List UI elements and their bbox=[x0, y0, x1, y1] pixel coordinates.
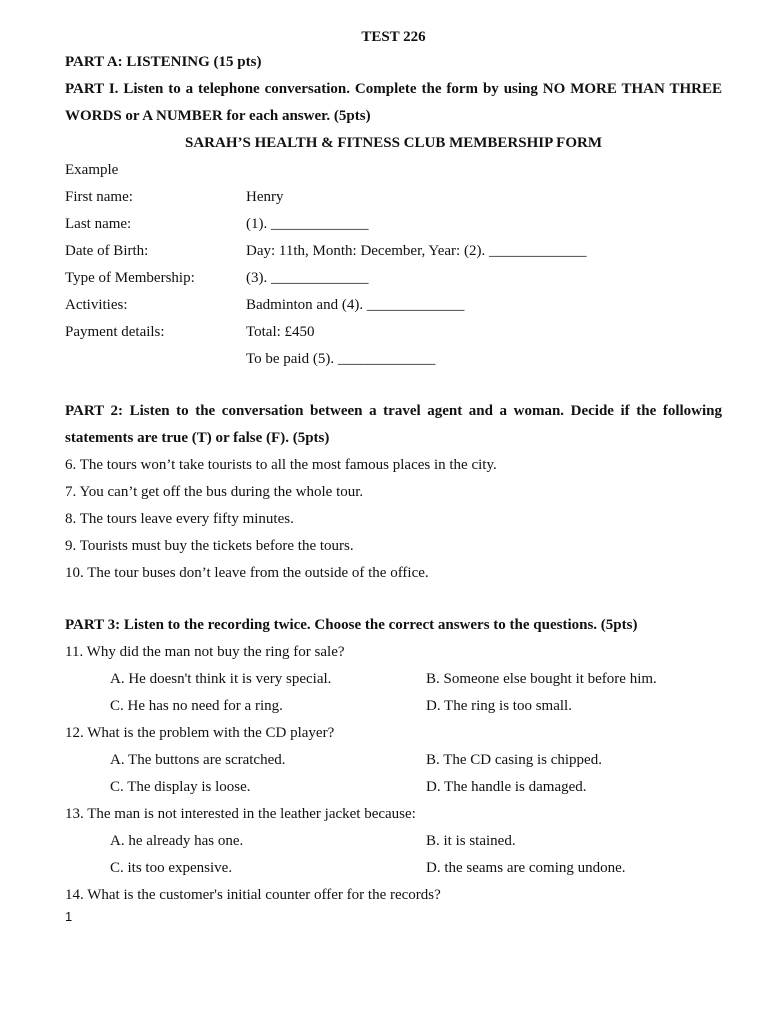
form-row-first-name bbox=[65, 184, 722, 211]
option-c: C. He has no need for a ring. bbox=[110, 698, 283, 714]
form-label bbox=[65, 346, 246, 373]
form-title: SARAH’S HEALTH & FITNESS CLUB MEMBERSHIP FORM bbox=[184, 135, 602, 151]
option-row bbox=[65, 855, 722, 882]
form-value: Badminton and (4). _____________ bbox=[246, 297, 465, 313]
part3-instruction: PART 3: Listen to the recording twice. Choose the correct answers to the questions. (5pts) bbox=[65, 617, 638, 633]
option-c: C. The display is loose. bbox=[110, 779, 251, 795]
form-label: First name: bbox=[65, 189, 133, 205]
test-title: TEST 226 bbox=[361, 29, 426, 45]
form-row-activities bbox=[65, 292, 722, 319]
part1-instruction-line2: WORDS or A NUMBER for each answer. (5pts) bbox=[65, 108, 371, 124]
form-value: Henry bbox=[246, 189, 284, 205]
form-label: Type of Membership: bbox=[65, 270, 195, 286]
form-value: Day: 11th, Month: December, Year: (2). _____________ bbox=[246, 243, 587, 259]
form-row-payment-details bbox=[65, 319, 722, 346]
option-a: A. He doesn't think it is very special. bbox=[110, 671, 332, 687]
question-13: 13. The man is not interested in the leather jacket because: bbox=[65, 806, 416, 822]
option-a: A. he already has one. bbox=[110, 833, 244, 849]
option-b: B. it is stained. bbox=[426, 833, 516, 849]
page-number: 1 bbox=[65, 909, 73, 924]
option-row bbox=[65, 828, 722, 855]
statement-7: 7. You can’t get off the bus during the whole tour. bbox=[65, 484, 364, 500]
option-d: D. the seams are coming undone. bbox=[426, 860, 626, 876]
form-value: (3). _____________ bbox=[246, 270, 369, 286]
option-b: B. The CD casing is chipped. bbox=[426, 752, 602, 768]
form-value: Total: £450 bbox=[246, 324, 315, 340]
part2-instruction-line1: PART 2: Listen to the conversation between a travel agent and a woman. Decide if the following bbox=[65, 403, 722, 419]
option-b: B. Someone else bought it before him. bbox=[426, 671, 657, 687]
form-value: To be paid (5). _____________ bbox=[246, 351, 436, 367]
statement-6: 6. The tours won’t take tourists to all the most famous places in the city. bbox=[65, 457, 497, 473]
option-c: C. its too expensive. bbox=[110, 860, 233, 876]
statement-10: 10. The tour buses don’t leave from the outside of the office. bbox=[65, 565, 429, 581]
part1-instruction-line1: PART I. Listen to a telephone conversation. Complete the form by using NO MORE THAN THREE bbox=[65, 81, 722, 97]
option-a: A. The buttons are scratched. bbox=[110, 752, 286, 768]
worksheet-page bbox=[65, 25, 722, 909]
form-row-last-name bbox=[65, 211, 722, 238]
form-label: Payment details: bbox=[65, 324, 165, 340]
form-label: Date of Birth: bbox=[65, 243, 149, 259]
question-12: 12. What is the problem with the CD player? bbox=[65, 725, 335, 741]
form-label: Last name: bbox=[65, 216, 132, 232]
form-row-date-of-birth bbox=[65, 238, 722, 265]
form-value: (1). _____________ bbox=[246, 216, 369, 232]
option-d: D. The ring is too small. bbox=[426, 698, 572, 714]
statement-9: 9. Tourists must buy the tickets before the tours. bbox=[65, 538, 354, 554]
question-11: 11. Why did the man not buy the ring for sale? bbox=[65, 644, 345, 660]
example-label: Example bbox=[65, 162, 119, 178]
statement-8: 8. The tours leave every fifty minutes. bbox=[65, 511, 294, 527]
option-d: D. The handle is damaged. bbox=[426, 779, 587, 795]
option-row bbox=[65, 747, 722, 774]
option-row bbox=[65, 774, 722, 801]
form-row-membership-type bbox=[65, 265, 722, 292]
option-row bbox=[65, 666, 722, 693]
question-14: 14. What is the customer's initial counter offer for the records? bbox=[65, 887, 441, 903]
form-label: Activities: bbox=[65, 297, 128, 313]
option-row bbox=[65, 693, 722, 720]
section-spacer bbox=[65, 587, 722, 612]
part2-instruction-line2: statements are true (T) or false (F). (5pts) bbox=[65, 430, 330, 446]
part-a-heading: PART A: LISTENING (15 pts) bbox=[65, 54, 262, 70]
form-row-to-be-paid bbox=[65, 346, 722, 373]
section-spacer bbox=[65, 373, 722, 398]
